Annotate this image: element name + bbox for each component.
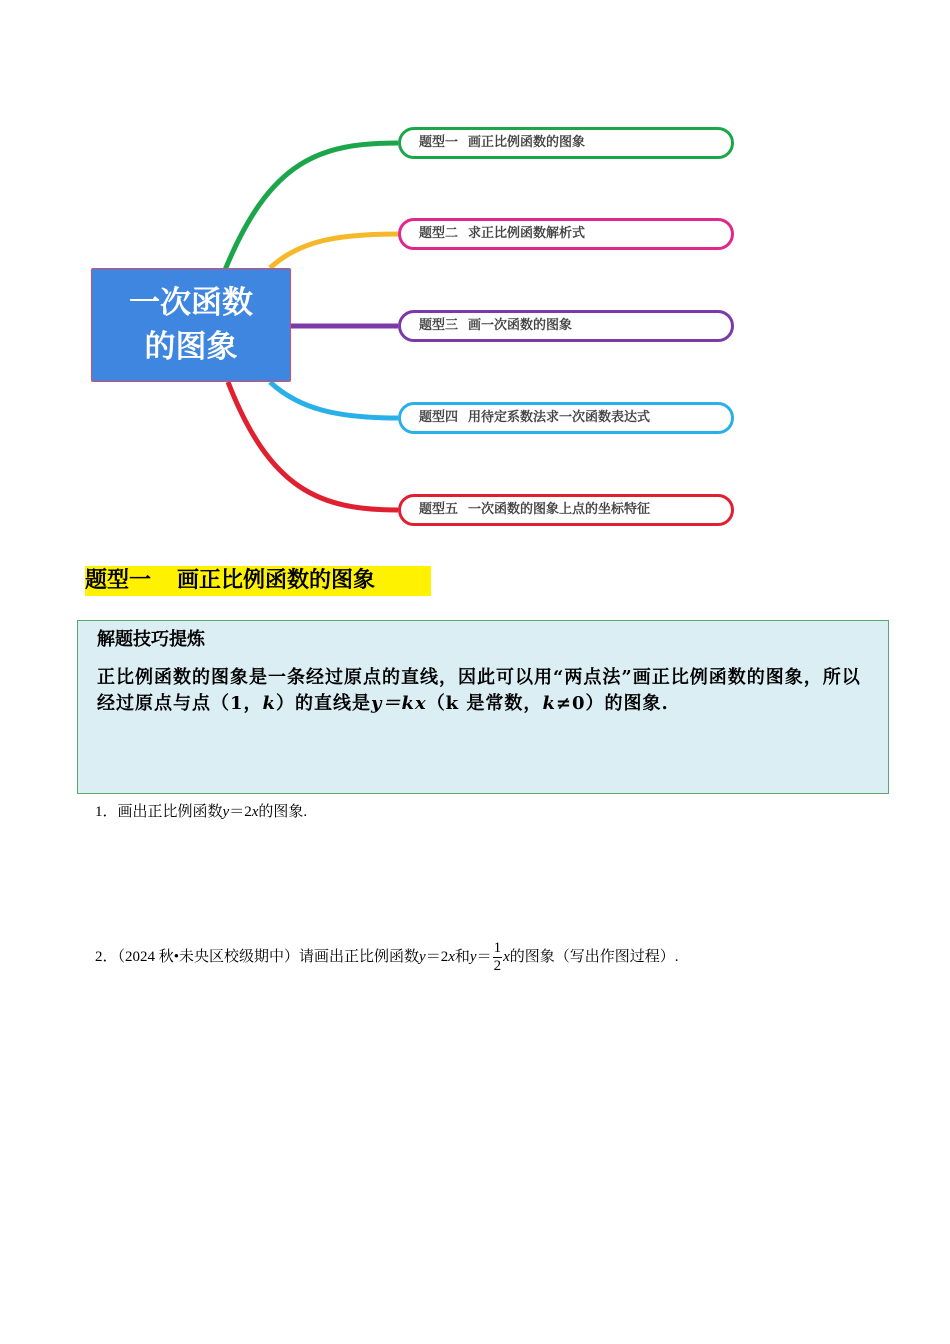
math-var-y: y [469, 948, 477, 965]
tip-text-2: ）的直线是 [276, 693, 372, 714]
connector-curve-1 [225, 143, 398, 270]
section-tag: 题型一 [85, 568, 152, 593]
math-eq: ＝2 [425, 948, 449, 965]
question-text-end: 的图象. [258, 804, 308, 820]
branch-node-4 [398, 402, 734, 434]
branch-label: 用待定系数法求一次函数表达式 [468, 410, 651, 425]
center-title-line1: 一次函数 [129, 285, 253, 321]
question-number: 2． [95, 948, 118, 965]
branch-node-2 [398, 218, 734, 250]
connector-curve-4 [270, 382, 398, 418]
tip-text-3: （k 是常数， [426, 693, 543, 714]
math-eq: ＝2 [229, 804, 252, 820]
question-2 [95, 940, 679, 975]
question-1 [95, 800, 307, 821]
connector-curve-5 [228, 382, 398, 510]
question-number: 1． [95, 804, 118, 820]
branch-tag: 题型四 [419, 410, 459, 425]
tip-formula: y＝kx [371, 693, 427, 714]
tip-text-4: ≠0）的图象. [555, 693, 669, 714]
branch-node-1 [398, 127, 734, 159]
branch-label: 画正比例函数的图象 [468, 135, 586, 150]
tip-box [77, 620, 889, 794]
branch-tag: 题型二 [419, 226, 459, 241]
section-title-text: 画正比例函数的图象 [177, 568, 376, 593]
math-eq: ＝ [476, 948, 492, 965]
question-text: 画出正比例函数 [117, 804, 223, 820]
connector-curve-2 [270, 234, 398, 268]
math-fraction [493, 940, 503, 975]
math-var-x: x [503, 948, 510, 965]
branch-tag: 题型三 [419, 318, 459, 333]
mind-map-center-node [91, 268, 291, 382]
branch-tag: 题型一 [419, 135, 459, 150]
math-var-y: y [419, 948, 426, 965]
math-var-x: x [448, 948, 455, 965]
question-text: （2024 秋•未央区校级期中）请画出正比例函数 [117, 948, 420, 965]
math-var-y: y [222, 804, 230, 820]
fraction-numerator: 1 [493, 940, 502, 956]
center-title-line2: 的图象 [144, 329, 238, 365]
branch-label: 一次函数的图象上点的坐标特征 [468, 502, 651, 517]
branch-label: 求正比例函数解析式 [468, 226, 586, 241]
tip-k-2: k [542, 693, 556, 714]
fraction-denominator: 2 [493, 958, 502, 974]
math-var-x: x [251, 804, 259, 820]
question-conjunction: 和 [454, 948, 470, 965]
section-heading [85, 566, 431, 596]
tip-text-1: 正比例函数的图象是一条经过原点的直线，因此可以用“两点法”画正比例函数的图象，所以经过原点与点（1， [97, 667, 861, 714]
branch-label: 画一次函数的图象 [468, 318, 573, 333]
branch-node-5 [398, 494, 734, 526]
branch-node-3 [398, 310, 734, 342]
question-text-end: 的图象（写出作图过程）. [509, 948, 679, 965]
tip-title: 解题技巧提炼 [97, 629, 205, 650]
tip-body [97, 665, 872, 717]
branch-tag: 题型五 [419, 502, 459, 517]
tip-k-1: k [262, 693, 277, 714]
